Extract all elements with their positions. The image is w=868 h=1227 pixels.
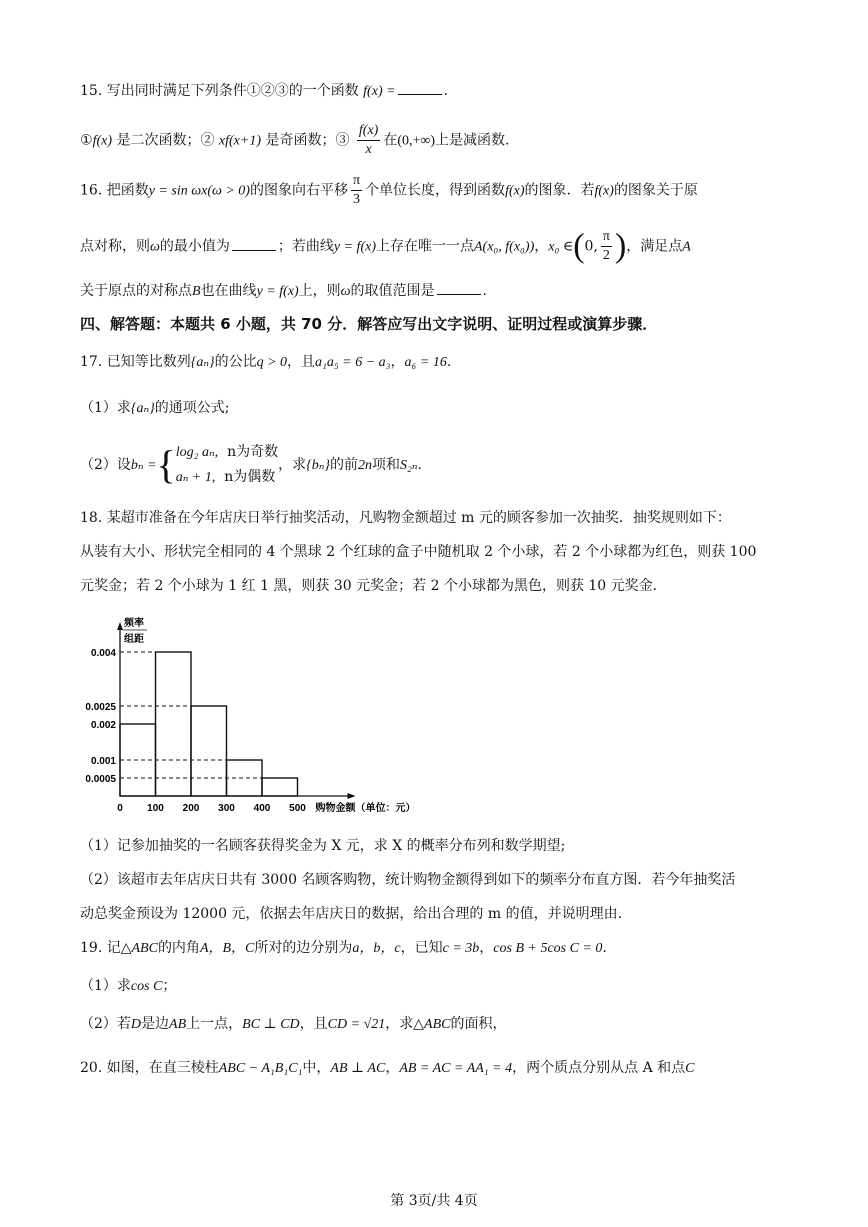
q18-part2a: （2）该超市去年店庆日共有 3000 名顾客购物，统计购物金额得到如下的频率分布直方图．若今年抽奖活 xyxy=(80,872,736,888)
x-tick-label: 300 xyxy=(218,803,235,814)
q16-l2-e: ， xyxy=(534,238,549,255)
q16-l2-d: 上存在唯一一点 xyxy=(375,238,474,255)
histogram-bar xyxy=(262,778,298,796)
q19-l1-ABC: A，B，C xyxy=(199,941,255,956)
q16-l3-end: . xyxy=(482,283,487,299)
left-paren: ( xyxy=(573,227,585,265)
q16-l1-fx2: f(x) xyxy=(594,183,614,199)
q17-p2-2n: 2n xyxy=(358,458,372,473)
q17-p1-a: （1）求 xyxy=(80,400,131,416)
q17-p2-b: ，求 xyxy=(278,457,307,473)
q17-case1 xyxy=(176,440,278,465)
q20-perp: AB ⊥ AC xyxy=(330,1061,386,1076)
q17-line1 xyxy=(80,352,828,373)
q16-l2-x0: x₀ ∈ xyxy=(548,239,574,255)
y-axis-arrow xyxy=(117,622,123,630)
q17-case1-expr: log₂ aₙ, xyxy=(175,445,219,460)
q17-part2 xyxy=(80,440,828,490)
y-tick-label: 0.0025 xyxy=(85,702,116,713)
q19-p2-a: （2）若 xyxy=(80,1016,131,1032)
q15-c3-text: 上是减函数. xyxy=(435,132,510,149)
q20-C: C xyxy=(685,1061,695,1076)
q19-line1 xyxy=(80,938,828,959)
q15-conditions xyxy=(80,122,828,159)
left-brace: { xyxy=(156,442,176,487)
q15-c2-text: 是奇函数；③ xyxy=(261,132,350,149)
q19-p2-d: ，且 xyxy=(299,1016,328,1032)
q16-l2-omega: ω xyxy=(150,239,160,255)
q17-l1-d: ， xyxy=(390,354,405,370)
q15-c1-text: 是二次函数；② xyxy=(112,132,215,149)
q17-l1-seq: {aₙ} xyxy=(190,355,215,370)
q19-l1-eq2: cos B + 5cos C = 0 xyxy=(493,941,603,956)
answer-blank xyxy=(232,236,276,251)
q16-l3-omega: ω xyxy=(340,284,351,299)
q16-l3-b: 也在曲线 xyxy=(200,283,257,299)
q17-p1-b: 的通项公式; xyxy=(154,400,230,416)
q16-l1-expr: y = sin ωx(ω > 0) xyxy=(148,183,250,199)
page-footer: 第 3页/共 4页 xyxy=(390,1193,478,1209)
q20-c: ， xyxy=(385,1060,400,1076)
q16-shift-fraction xyxy=(351,172,362,209)
q17-case2 xyxy=(176,465,278,490)
q17-l1-b: 的公比 xyxy=(214,354,257,370)
q15-end: . xyxy=(443,83,448,99)
q15-fx: f(x) = xyxy=(363,84,396,99)
y-tick-label: 0.002 xyxy=(90,720,116,731)
q19-p2-perp: BC ⊥ CD xyxy=(242,1017,300,1032)
q17-p2-bn: bₙ = xyxy=(130,458,157,473)
q19-l1-f: . xyxy=(602,940,607,956)
q16-l1-c: 个单位长度，得到函数 xyxy=(365,182,506,199)
q16-l2-c: ；若曲线 xyxy=(277,238,334,255)
answer-blank xyxy=(398,80,442,95)
q19-p2-tri: △ABC xyxy=(413,1017,451,1032)
q16-line1 xyxy=(80,172,828,209)
y-tick-label: 0.004 xyxy=(90,648,116,659)
q16-int-frac-den: 2 xyxy=(602,248,610,263)
q16-l1-e: 的图象关于原 xyxy=(613,182,698,199)
q17-case2-cond: n为偶数 xyxy=(224,469,276,485)
x-tick-label: 500 xyxy=(289,803,306,814)
x-tick-label: 200 xyxy=(182,803,200,814)
q19-part1 xyxy=(80,976,828,997)
q19-p1-b: ； xyxy=(162,978,177,994)
q19-l1-c: 所对的边分别为 xyxy=(254,940,353,956)
q19-p2-f: 的面积， xyxy=(450,1016,507,1032)
q17-l1-q: q > 0 xyxy=(256,355,288,370)
q16-l3-c: 上，则 xyxy=(298,283,341,299)
q19-p2-e: ，求 xyxy=(385,1016,414,1032)
q19-l1-b: 的内角 xyxy=(157,940,200,956)
q17-l1-eq1: a₁a₅ = 6 − a₃ xyxy=(315,355,391,370)
q18-line1: 18. 某超市准备在今年店庆日举行抽奖活动，凡购物金额超过 m 元的顾客参加一次抽奖．抽奖规则如下： xyxy=(80,510,731,526)
q16-line2 xyxy=(80,228,828,265)
q17-case1-cond: n为奇数 xyxy=(227,444,279,460)
x-axis-arrow xyxy=(348,793,356,799)
q18-line2: 从装有大小、形状完全相同的 4 个黑球 2 个红球的盒子中随机取 2 个小球，若 2 个小球都为红色，则获 100 xyxy=(80,544,757,560)
q16-l1-fx: f(x) xyxy=(505,183,525,199)
right-paren: ) xyxy=(614,227,627,265)
y-axis-label-top: 频率 xyxy=(124,618,144,629)
q16-l2-a: 点对称，则 xyxy=(80,238,150,255)
y-tick-label: 0.0005 xyxy=(85,774,116,785)
q16-l1-b: 的图象向右平移 xyxy=(249,182,348,199)
q19-l1-e: ， xyxy=(479,940,494,956)
q20-d: ，两个质点分别从点 A 和点 xyxy=(512,1060,686,1076)
q16-int-frac-num: π xyxy=(601,228,612,247)
q15-c3-mid: 在 xyxy=(383,132,398,149)
q17-l1-e: . xyxy=(446,354,452,370)
q19-part2 xyxy=(80,1014,828,1035)
q15-c3-interval: (0,+∞) xyxy=(397,133,436,149)
q15-line1 xyxy=(80,80,828,102)
y-axis-label-bottom: 组距 xyxy=(124,634,144,645)
q16-l2-point: A(x₀, f(x₀)) xyxy=(473,239,535,255)
q19-l1-a: 19. 记 xyxy=(80,940,121,956)
q16-int-left: 0, xyxy=(584,238,598,255)
q18-line3: 元奖金；若 2 个小球为 1 红 1 黑，则获 30 元奖金；若 2 个小球都为黑色，则获 10 元奖金． xyxy=(80,578,667,594)
y-tick-label: 0.001 xyxy=(90,756,116,767)
q16-int-fraction xyxy=(601,228,612,265)
q17-part1 xyxy=(80,398,828,419)
x-tick-label: 400 xyxy=(253,803,271,814)
q16-l3-d: 的取值范围是 xyxy=(350,283,435,299)
q16-frac-den: 3 xyxy=(353,192,361,207)
q20-eq: AB = AC = AA₁ = 4 xyxy=(399,1061,513,1076)
q16-frac-num: π xyxy=(351,172,362,191)
q17-l1-a: 17. 已知等比数列 xyxy=(80,354,191,370)
q19-p2-CD: CD = √21 xyxy=(327,1017,386,1032)
answer-blank xyxy=(437,280,481,295)
q17-cases xyxy=(176,440,278,490)
q16-l3-B: B xyxy=(192,284,201,299)
q19-l1-abc: a，b，c xyxy=(352,941,401,956)
x-tick-label: 100 xyxy=(147,803,164,814)
q15-c3-fraction xyxy=(357,122,380,159)
q15-c3-num: f(x) xyxy=(357,122,380,141)
q15-c3-den: x xyxy=(365,142,372,157)
q19-p2-D: D xyxy=(130,1017,142,1032)
q17-p2-e: . xyxy=(417,457,422,473)
histogram-bar xyxy=(156,652,192,796)
q17-p2-d: 项和 xyxy=(372,457,400,473)
q16-line3 xyxy=(80,280,828,302)
q15-c1-mark: ① xyxy=(80,132,93,149)
q19-l1-tri: △ABC xyxy=(120,941,158,956)
q19-l1-eq1: c = 3b xyxy=(442,941,480,956)
q16-l2-curve: y = f(x) xyxy=(333,239,376,255)
q16-l2-b: 的最小值为 xyxy=(159,238,230,255)
q20-line1 xyxy=(80,1058,828,1079)
q17-p1-seq: {aₙ} xyxy=(130,401,155,416)
q16-l3-a: 关于原点的对称点 xyxy=(80,283,192,299)
q17-p2-a: （2）设 xyxy=(80,457,131,473)
q16-l2-A: A xyxy=(682,239,691,255)
q15-c1-fx: f(x) xyxy=(92,133,112,149)
q18-part1: （1）记参加抽奖的一名顾客获得奖金为 X 元，求 X 的概率分布列和数学期望; xyxy=(80,838,566,854)
q19-l1-d: ，已知 xyxy=(400,940,443,956)
q17-case2-expr: aₙ + 1, xyxy=(175,470,216,485)
q16-l2-f: ，满足点 xyxy=(626,238,683,255)
x-tick-label: 0 xyxy=(117,803,123,814)
section-heading: 四、解答题：本题共 6 小题，共 70 分．解答应写出文字说明、证明过程或演算步骤． xyxy=(80,315,658,333)
q17-l1-eq2: a₆ = 16 xyxy=(404,355,447,370)
q15-prefix: 15. 写出同时满足下列条件①②③的一个函数 xyxy=(80,83,359,99)
q20-b: 中， xyxy=(302,1060,331,1076)
q19-p2-AB: AB xyxy=(169,1017,187,1032)
q19-p2-c: 上一点， xyxy=(186,1016,243,1032)
q16-l3-curve: y = f(x) xyxy=(256,284,299,299)
q16-l1-a: 16. 把函数 xyxy=(80,182,149,199)
q16-l1-d: 的图象．若 xyxy=(524,182,595,199)
q20-a: 20. 如图，在直三棱柱 xyxy=(80,1060,219,1076)
q17-p2-c: 的前 xyxy=(330,457,358,473)
frequency-histogram xyxy=(78,612,448,822)
q15-c2-expr: xf(x+1) xyxy=(218,133,261,149)
q17-l1-c: ，且 xyxy=(287,354,316,370)
q20-prism: ABC − A₁B₁C₁ xyxy=(218,1061,303,1076)
histogram-bar xyxy=(191,706,227,796)
q19-p1-a: （1）求 xyxy=(80,978,131,994)
q17-p2-seq: {bₙ} xyxy=(306,458,330,473)
q19-p2-b: 是边 xyxy=(141,1016,170,1032)
q18-part2b: 动总奖金预设为 12000 元，依据去年店庆日的数据，给出合理的 m 的值，并说明理由. xyxy=(80,906,623,922)
x-axis-label: 购物金额（单位：元） xyxy=(315,803,416,814)
q19-p1-cos: cos C xyxy=(130,979,163,994)
q17-p2-S: S₂ₙ xyxy=(400,458,418,473)
